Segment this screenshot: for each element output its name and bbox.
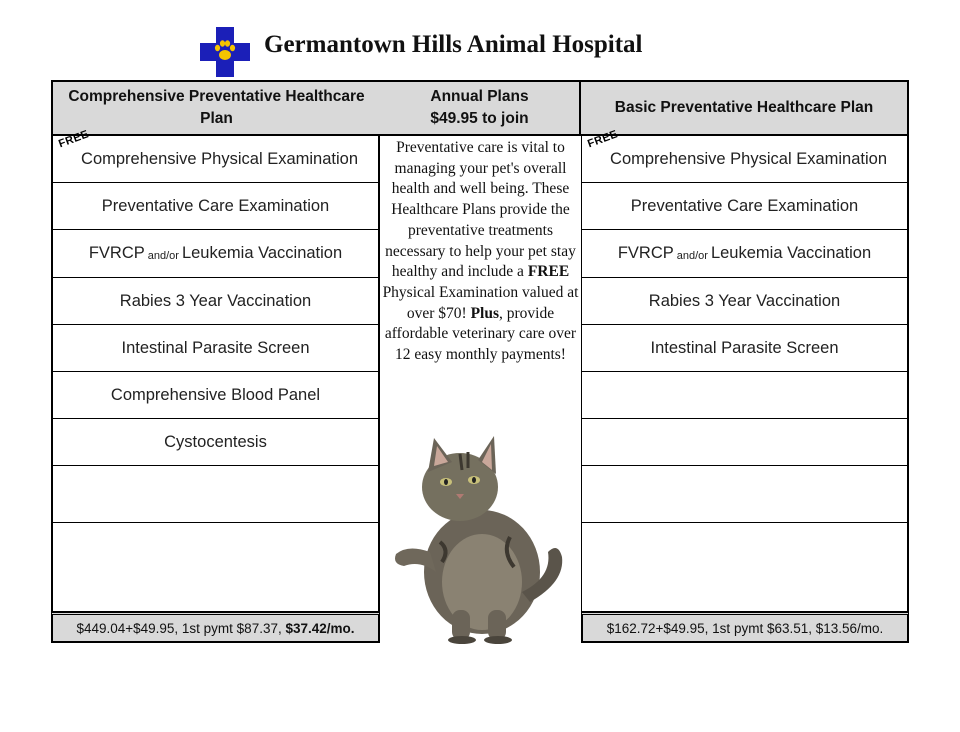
plan-item: FREE Comprehensive Physical Examination — [581, 136, 909, 183]
plan-item-empty — [581, 523, 909, 612]
comprehensive-price: $449.04+$49.95, 1st pymt $87.37, $37.42/mo. — [51, 612, 380, 643]
free-badge: FREE — [57, 128, 91, 151]
plan-item: FVRCP and/or Leukemia Vaccination — [51, 230, 380, 278]
plans-table — [51, 80, 909, 643]
plan-item: Preventative Care Examination — [51, 183, 380, 230]
plan-item: FVRCP and/or Leukemia Vaccination — [581, 230, 909, 278]
plan-item-empty — [581, 419, 909, 466]
paw-icon — [212, 38, 238, 64]
page-title: Germantown Hills Animal Hospital — [264, 31, 643, 58]
plan-item: Rabies 3 Year Vaccination — [51, 278, 380, 325]
basic-price: $162.72+$49.95, 1st pymt $63.51, $13.56/mo. — [581, 612, 909, 643]
plan-item: FREE Comprehensive Physical Examination — [51, 136, 380, 183]
free-badge: FREE — [586, 128, 620, 151]
plan-item: Cystocentesis — [51, 419, 380, 466]
plan-item: Intestinal Parasite Screen — [581, 325, 909, 372]
cat-image — [390, 432, 572, 644]
plan-item: Intestinal Parasite Screen — [51, 325, 380, 372]
plan-description: Preventative care is vital to managing your pet's overall health and well being. These Healthcare Plans provide the preventative treatments necessary to help your pet stay healthy and include a FREE Physical Examination valued at over $70! Plus, provide affordable veterinary care over 12 easy monthly payments! — [382, 139, 579, 364]
annual-plans-header: Annual Plans $49.95 to join — [380, 80, 581, 136]
plan-item: Comprehensive Blood Panel — [51, 372, 380, 419]
basic-plan-header: Basic Preventative Healthcare Plan — [581, 80, 909, 136]
plan-item: Preventative Care Examination — [581, 183, 909, 230]
plan-item-empty — [51, 466, 380, 523]
plan-item-empty — [51, 523, 380, 612]
plan-item: Rabies 3 Year Vaccination — [581, 278, 909, 325]
plan-item-empty — [581, 466, 909, 523]
comprehensive-plan-header: Comprehensive Preventative Healthcare Plan — [51, 80, 382, 136]
hospital-cross-logo — [200, 27, 250, 77]
page-header — [200, 26, 643, 78]
plan-item-empty — [581, 372, 909, 419]
